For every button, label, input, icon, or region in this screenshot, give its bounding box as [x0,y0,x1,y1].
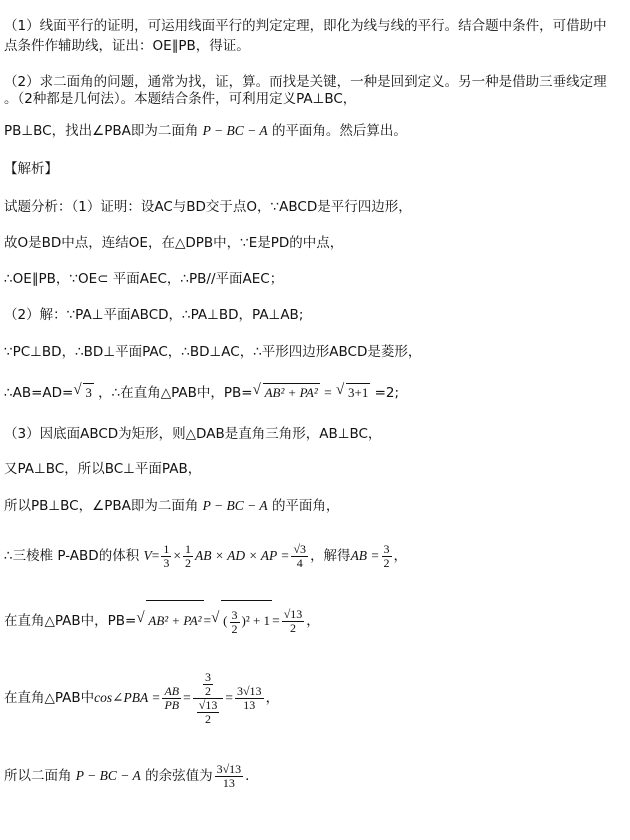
text: 所以二面角 [4,768,72,784]
hint-1-line-1: （1）线面平行的证明，可运用线面平行的判定定理，即化为线与线的平行。结合题中条件，可借助中 [4,18,607,34]
fraction [183,543,193,570]
hint-3-line [4,122,407,140]
sqrt-expr [73,383,94,402]
product-expr: AB × AD × AP = [195,548,290,563]
numerator: 3 [231,607,238,622]
denominator: 2 [289,620,296,635]
text: 所以PB⊥BC，∠PBA即为二面角 [4,498,199,514]
numerator [193,671,224,699]
text: 的平面角。然后算出。 [271,123,407,139]
compound-fraction [193,671,224,726]
equals: = [183,690,191,705]
solution-line-1: 试题分析：（1）证明：设AC与BD交于点O，∵ABCD是平行四边形， [4,199,412,215]
angle-expr: P − BC − A [75,768,141,783]
denominator: PB [164,697,180,712]
angle-expr: P − BC − A [202,498,268,513]
fraction [161,543,171,570]
var: AB = [350,548,380,563]
analysis-heading: 【解析】 [4,161,58,177]
fraction [235,685,264,712]
denominator: 2 [185,555,191,570]
numerator: 3√13 [216,761,242,776]
denominator: 13 [243,697,256,712]
denominator: 2 [205,711,212,726]
times: × [173,548,181,563]
numerator: √13 [283,606,303,621]
numerator: √13 [198,697,218,712]
text: ∴三棱椎 P-ABD的体积 [4,548,140,564]
text: 的余弦值为 [145,768,213,784]
text: ，∴在直角△PAB中，PB= [98,385,253,401]
text: ，解得 [310,548,351,564]
solution-line-10 [4,538,407,574]
equals: = [225,690,233,705]
text: ， [306,613,320,629]
var: V [143,548,152,563]
sqrt-expr [136,600,203,641]
text: =2; [374,385,400,401]
hint-2-line-2: 。（2种都是几何法）。本题结合条件，可利用定义PA⊥BC， [4,91,357,107]
denominator: 13 [222,775,235,790]
fraction [230,609,240,636]
sqrt-expr [253,383,320,402]
equals: = [203,613,212,628]
fraction [162,685,181,712]
radicand: 3 [85,385,92,400]
hint-2-line-1: （2）求二面角的问题，通常为找，证，算。而找是关键，一种是回到定义。另一种是借助三垂线定理 [4,74,607,90]
paren: )² + 1 [241,613,271,628]
fraction [282,608,305,635]
text: 的平面角， [271,498,340,514]
sqrt-expr [211,600,272,641]
radicand: AB² + PA² [264,385,318,400]
text: . [245,768,250,784]
angle-expr: P − BC − A [202,123,268,138]
text: PB⊥BC，找出∠PBA即为二面角 [4,123,199,139]
fraction [291,543,308,570]
solution-line-12 [4,665,279,731]
fraction [203,671,213,698]
denominator: 2 [205,683,212,698]
denominator: 2 [231,621,238,636]
radicand: 3+1 [347,385,369,400]
text: 在直角△PAB中 [4,690,95,706]
text: ， [393,548,408,564]
numerator: 3√13 [236,683,262,698]
fraction [215,763,244,790]
solution-line-3: ∴OE∥PB，∵OE⊂ 平面AEC，∴PB//平面AEC； [4,271,284,287]
equals: = [272,613,280,628]
paren: ( [223,613,228,628]
equals: = [151,548,160,563]
numerator: √3 [293,541,307,556]
text: 在直角△PAB中，PB= [4,613,137,629]
numerator: 1 [163,541,170,556]
radicand: AB² + PA² [146,600,203,641]
text: ， [265,690,280,706]
radicand [221,600,272,641]
numerator: 3 [205,669,212,684]
denominator [193,699,224,726]
solution-line-9 [4,497,339,515]
denominator: 4 [296,555,303,570]
text: ∴AB=AD= [4,385,74,401]
hint-1-line-2: 点条件作辅助线，证出：OE∥PB，得证。 [4,38,250,54]
solution-line-11 [4,600,320,641]
solution-line-5: ∵PC⊥BD，∴BD⊥平面PAC，∴BD⊥AC，∴平形四边形ABCD是菱形， [4,344,422,360]
solution-line-6 [4,383,399,402]
solution-line-8: 又PA⊥BC，所以BC⊥平面PAB， [4,461,202,477]
denominator: 3 [163,555,170,570]
equals: = [324,385,332,400]
fraction [197,699,220,726]
cos-expr: cos∠PBA = [94,690,161,705]
numerator: AB [164,683,180,698]
solution-line-13 [4,758,249,794]
numerator: 3 [383,541,390,556]
solution-line-7: （3）因底面ABCD为矩形，则△DAB是直角三角形，AB⊥BC， [4,426,382,442]
denominator: 2 [383,555,390,570]
solution-line-2: 故O是BD中点，连结OE，在△DPB中，∵E是PD的中点， [4,235,344,251]
fraction [382,543,392,570]
solution-line-4: （2）解：∵PA⊥平面ABCD，∴PA⊥BD，PA⊥AB; [4,307,304,323]
sqrt-expr [336,383,370,402]
numerator: 1 [185,541,191,556]
